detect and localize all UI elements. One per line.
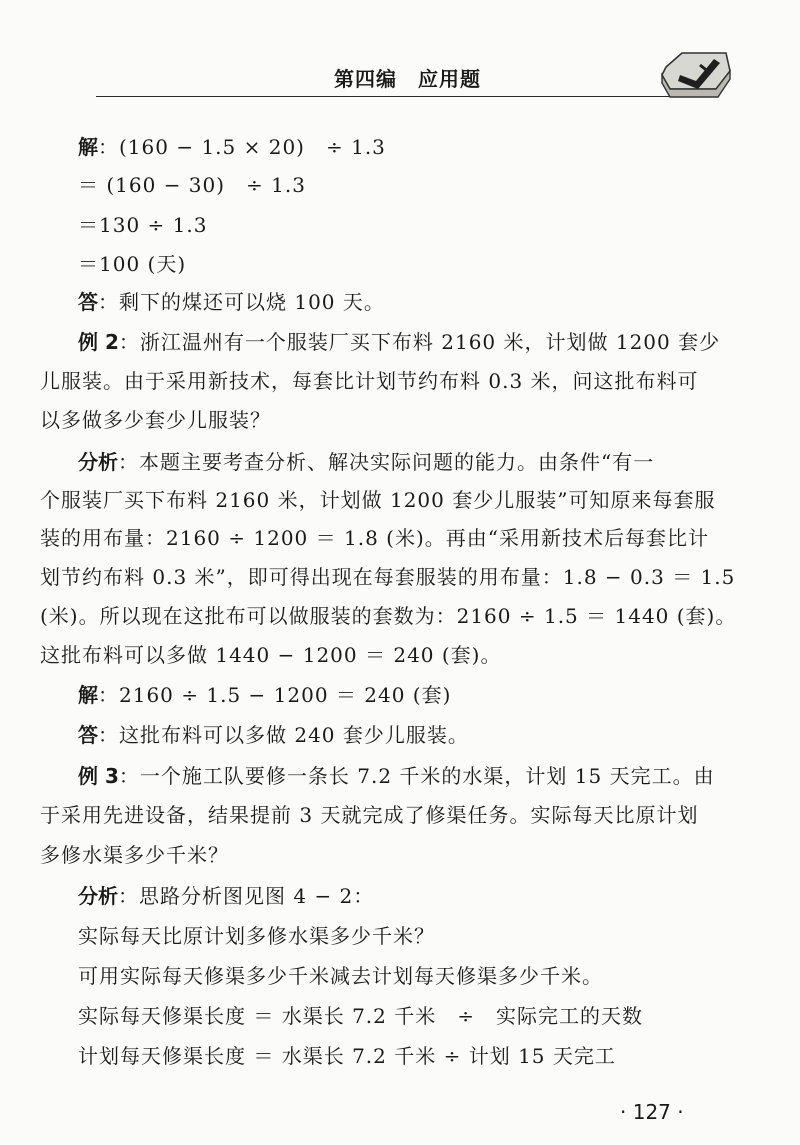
- line-text: 以多做多少套少儿服装？: [40, 408, 271, 432]
- text-line: [78, 681, 451, 709]
- line-text: ：(160 − 1.5 × 20) ÷ 1.3: [98, 135, 386, 159]
- line-text: 装的用布量：2160 ÷ 1200 ＝ 1.8 (米)。再由“采用新技术后每套比计: [40, 526, 709, 550]
- line-text: 这批布料可以多做 1440 − 1200 ＝ 240 (套)。: [40, 643, 502, 667]
- text-line: [40, 524, 709, 552]
- text-line: [40, 801, 698, 829]
- line-label: 例 2: [78, 330, 119, 354]
- line-label: 例 3: [78, 764, 119, 788]
- text-line: [78, 882, 374, 910]
- line-text: 实际每天比原计划多修水渠多少千米？: [78, 924, 435, 948]
- line-label: 答: [78, 723, 98, 747]
- text-line: [78, 1002, 643, 1030]
- text-line: [40, 563, 735, 591]
- text-line: [78, 250, 186, 278]
- text-line: [78, 962, 603, 990]
- line-label: 解: [78, 135, 98, 159]
- line-text: (米)。所以现在这批布可以做服装的套数为：2160 ÷ 1.5 ＝ 1440 (套)。: [40, 604, 737, 628]
- text-line: [78, 288, 385, 316]
- text-line: [78, 762, 715, 790]
- line-label: 分析: [78, 884, 118, 908]
- line-label: 分析: [78, 450, 118, 474]
- line-text: ：浙江温州有一个服装厂买下布料 2160 米，计划做 1200 套少: [118, 330, 721, 354]
- text-line: [40, 641, 501, 669]
- text-line: [78, 448, 654, 476]
- text-line: [40, 602, 736, 630]
- line-text: ：剩下的煤还可以烧 100 天。: [98, 290, 385, 314]
- line-text: 可用实际每天修渠多少千米减去计划每天修渠多少千米。: [78, 964, 603, 988]
- header-rule: [96, 96, 688, 97]
- text-line: [40, 367, 699, 395]
- line-text: ：一个施工队要修一条长 7.2 千米的水渠，计划 15 天完工。由: [118, 764, 715, 788]
- line-text: 实际每天修渠长度 ＝ 水渠长 7.2 千米 ÷ 实际完工的天数: [78, 1004, 643, 1028]
- line-text: ：思路分析图见图 4 − 2：: [118, 884, 375, 908]
- line-text: ＝100 (天): [78, 252, 187, 276]
- line-text: ＝130 ÷ 1.3: [78, 213, 208, 237]
- text-line: [78, 922, 435, 950]
- text-line: [78, 1042, 616, 1070]
- line-text: ：本题主要考查分析、解决实际问题的能力。由条件“有一: [118, 450, 655, 474]
- text-line: [40, 841, 229, 869]
- line-text: 划节约布料 0.3 米”，即可得出现在每套服装的用布量：1.8 − 0.3 ＝ 1.5: [40, 565, 736, 589]
- text-line: [78, 211, 207, 239]
- header-title: 第四编 应用题: [334, 67, 481, 91]
- line-text: 计划每天修渠长度 ＝ 水渠长 7.2 千米 ÷ 计划 15 天完工: [78, 1044, 616, 1068]
- text-line: [78, 328, 720, 356]
- line-text: 于采用先进设备，结果提前 3 天就完成了修渠任务。实际每天比原计划: [40, 803, 699, 827]
- line-text: ：这批布料可以多做 240 套少儿服装。: [98, 723, 469, 747]
- line-text: 个服装厂买下布料 2160 米，计划做 1200 套少儿服装”可知原来每套服: [40, 488, 716, 512]
- text-line: [78, 171, 306, 199]
- line-text: 多修水渠多少千米？: [40, 843, 229, 867]
- line-label: 解: [78, 683, 98, 707]
- page-number: · 127 ·: [620, 1100, 684, 1124]
- line-text: ：2160 ÷ 1.5 − 1200 ＝ 240 (套): [98, 683, 452, 707]
- text-line: [78, 133, 386, 161]
- text-line: [78, 721, 469, 749]
- stacked-books-logo-icon: [660, 45, 732, 103]
- page-header: [0, 0, 800, 110]
- line-text: ＝ (160 − 30) ÷ 1.3: [78, 173, 306, 197]
- line-label: 答: [78, 290, 98, 314]
- text-line: [40, 406, 271, 434]
- text-line: [40, 486, 715, 514]
- line-text: 儿服装。由于采用新技术，每套比计划节约布料 0.3 米，问这批布料可: [40, 369, 699, 393]
